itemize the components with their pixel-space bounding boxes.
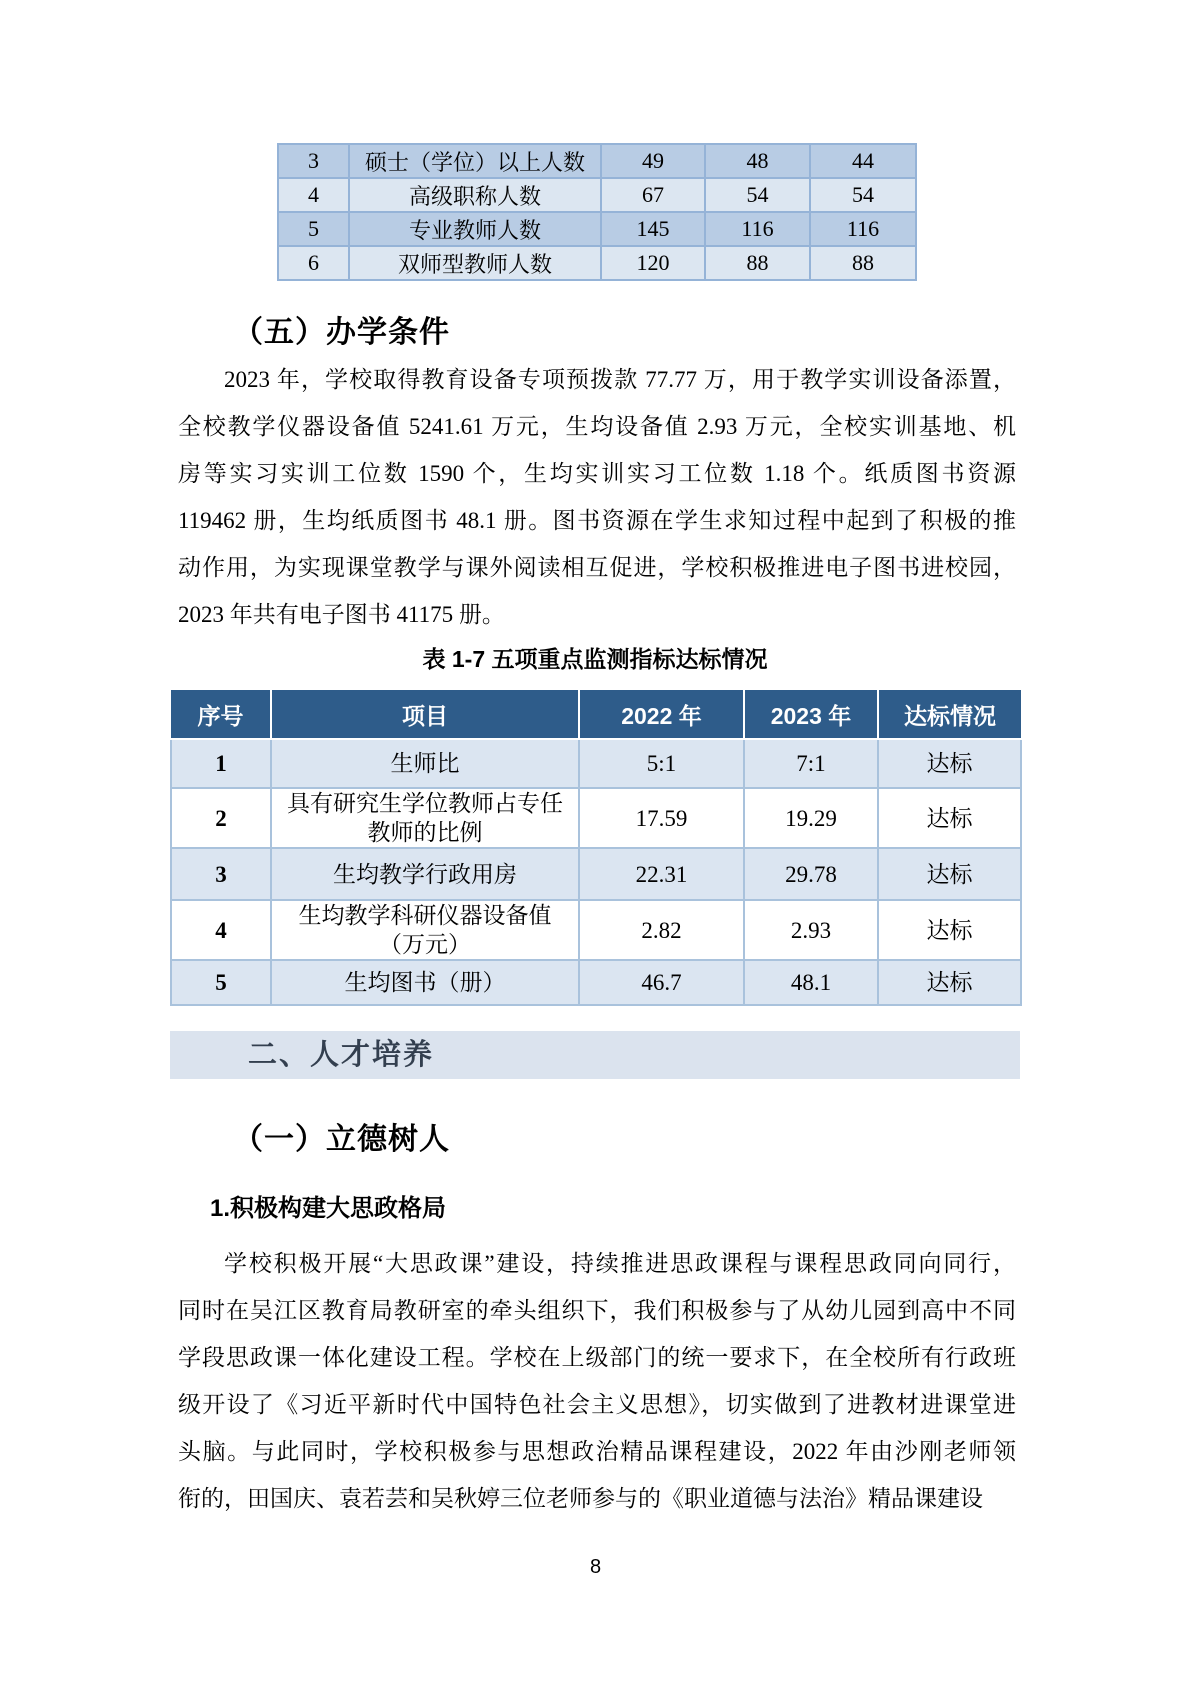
table-cell: 67 — [601, 178, 705, 212]
table-cell: 49 — [601, 144, 705, 178]
paragraph-facilities — [178, 356, 1016, 638]
header-cell: 2022 年 — [579, 690, 744, 739]
table-cell: 达标 — [878, 788, 1021, 848]
table-cell: 生均图书（册） — [271, 960, 579, 1005]
table-row — [171, 848, 1021, 900]
table-cell: 88 — [705, 246, 810, 280]
table-row — [278, 212, 916, 246]
table-cell: 120 — [601, 246, 705, 280]
paragraph-line: 动作用，为实现课堂教学与课外阅读相互促进，学校积极推进电子图书进校园， — [178, 555, 1016, 580]
paragraph-line: 头脑。与此同时，学校积极参与思想政治精品课程建设，2022 年由沙刚老师领 — [178, 1439, 1016, 1464]
header-cell: 序号 — [171, 690, 271, 739]
table-row — [278, 144, 916, 178]
table-cell: 145 — [601, 212, 705, 246]
table-cell: 54 — [705, 178, 810, 212]
table-cell: 3 — [278, 144, 349, 178]
table-cell: 达标 — [878, 848, 1021, 900]
table-cell: 生均教学科研仪器设备值（万元） — [271, 900, 579, 960]
table-cell: 2 — [171, 788, 271, 848]
paragraph-line: 119462 册，生均纸质图书 48.1 册。图书资源在学生求知过程中起到了积极的推 — [178, 508, 1016, 533]
paragraph-line: 房等实习实训工位数 1590 个，生均实训实习工位数 1.18 个。纸质图书资源 — [178, 461, 1016, 486]
table-cell: 达标 — [878, 900, 1021, 960]
paragraph-line: 2023 年，学校取得教育设备专项预拨款 77.77 万，用于教学实训设备添置， — [224, 367, 1016, 392]
table-cell: 6 — [278, 246, 349, 280]
table-cell: 5 — [171, 960, 271, 1005]
header-cell: 2023 年 — [744, 690, 878, 739]
table-cell: 4 — [171, 900, 271, 960]
table-cell: 29.78 — [744, 848, 878, 900]
table-caption: 表 1-7 五项重点监测指标达标情况 — [422, 646, 768, 672]
paragraph-line: 学段思政课一体化建设工程。学校在上级部门的统一要求下，在全校所有行政班 — [178, 1345, 1016, 1370]
table-cell: 3 — [171, 848, 271, 900]
table-cell: 2.82 — [579, 900, 744, 960]
indicators-table-header — [171, 690, 1021, 739]
teacher-stats-table — [277, 143, 917, 281]
table-cell: 19.29 — [744, 788, 878, 848]
table-cell: 生均教学行政用房 — [271, 848, 579, 900]
header-row — [171, 690, 1021, 739]
header-cell: 项目 — [271, 690, 579, 739]
table-cell: 22.31 — [579, 848, 744, 900]
teacher-stats-body — [278, 144, 916, 280]
table-cell: 116 — [705, 212, 810, 246]
table-cell: 双师型教师人数 — [349, 246, 601, 280]
table-cell: 生师比 — [271, 739, 579, 788]
table-cell: 88 — [810, 246, 916, 280]
subsubsection-heading-sizheng: 1.积极构建大思政格局 — [210, 1195, 447, 1222]
table-row — [278, 246, 916, 280]
table-row — [278, 178, 916, 212]
table-cell: 专业教师人数 — [349, 212, 601, 246]
table-cell: 4 — [278, 178, 349, 212]
paragraph-line: 全校教学仪器设备值 5241.61 万元，生均设备值 2.93 万元，全校实训基地、机 — [178, 414, 1016, 439]
table-row — [171, 960, 1021, 1005]
table-cell: 达标 — [878, 960, 1021, 1005]
table-cell: 48.1 — [744, 960, 878, 1005]
table-cell: 高级职称人数 — [349, 178, 601, 212]
paragraph-line: 学校积极开展“大思政课”建设，持续推进思政课程与课程思政同向同行， — [224, 1251, 1016, 1276]
paragraph-line: 级开设了《习近平新时代中国特色社会主义思想》，切实做到了进教材进课堂进 — [178, 1392, 1016, 1417]
table-cell: 46.7 — [579, 960, 744, 1005]
table-cell: 硕士（学位）以上人数 — [349, 144, 601, 178]
table-cell: 48 — [705, 144, 810, 178]
table-cell: 达标 — [878, 739, 1021, 788]
table-cell: 54 — [810, 178, 916, 212]
table-row — [171, 739, 1021, 788]
header-cell: 达标情况 — [878, 690, 1021, 739]
table-row — [171, 900, 1021, 960]
table-cell: 17.59 — [579, 788, 744, 848]
table-cell: 具有研究生学位教师占专任教师的比例 — [271, 788, 579, 848]
table-cell: 44 — [810, 144, 916, 178]
table-cell: 116 — [810, 212, 916, 246]
table-cell: 5 — [278, 212, 349, 246]
paragraph-line: 同时在吴江区教育局教研室的牵头组织下，我们积极参与了从幼儿园到高中不同 — [178, 1298, 1016, 1323]
table-row — [171, 788, 1021, 848]
page-number: 8 — [589, 1556, 602, 1578]
paragraph-line: 衔的，田国庆、袁若芸和吴秋婷三位老师参与的《职业道德与法治》精品课建设 — [178, 1486, 983, 1511]
table-cell: 7:1 — [744, 739, 878, 788]
paragraph-line: 2023 年共有电子图书 41175 册。 — [178, 602, 505, 627]
paragraph-sizheng — [178, 1240, 1016, 1522]
table-cell: 2.93 — [744, 900, 878, 960]
section-heading-facilities: （五）办学条件 — [233, 316, 450, 349]
section-banner-talent: 二、人才培养 — [170, 1031, 1020, 1079]
subsection-heading-lideshuren: （一）立德树人 — [233, 1123, 450, 1156]
table-cell: 1 — [171, 739, 271, 788]
indicators-table — [170, 690, 1022, 1006]
indicators-table-body — [171, 739, 1021, 1005]
table-cell: 5:1 — [579, 739, 744, 788]
